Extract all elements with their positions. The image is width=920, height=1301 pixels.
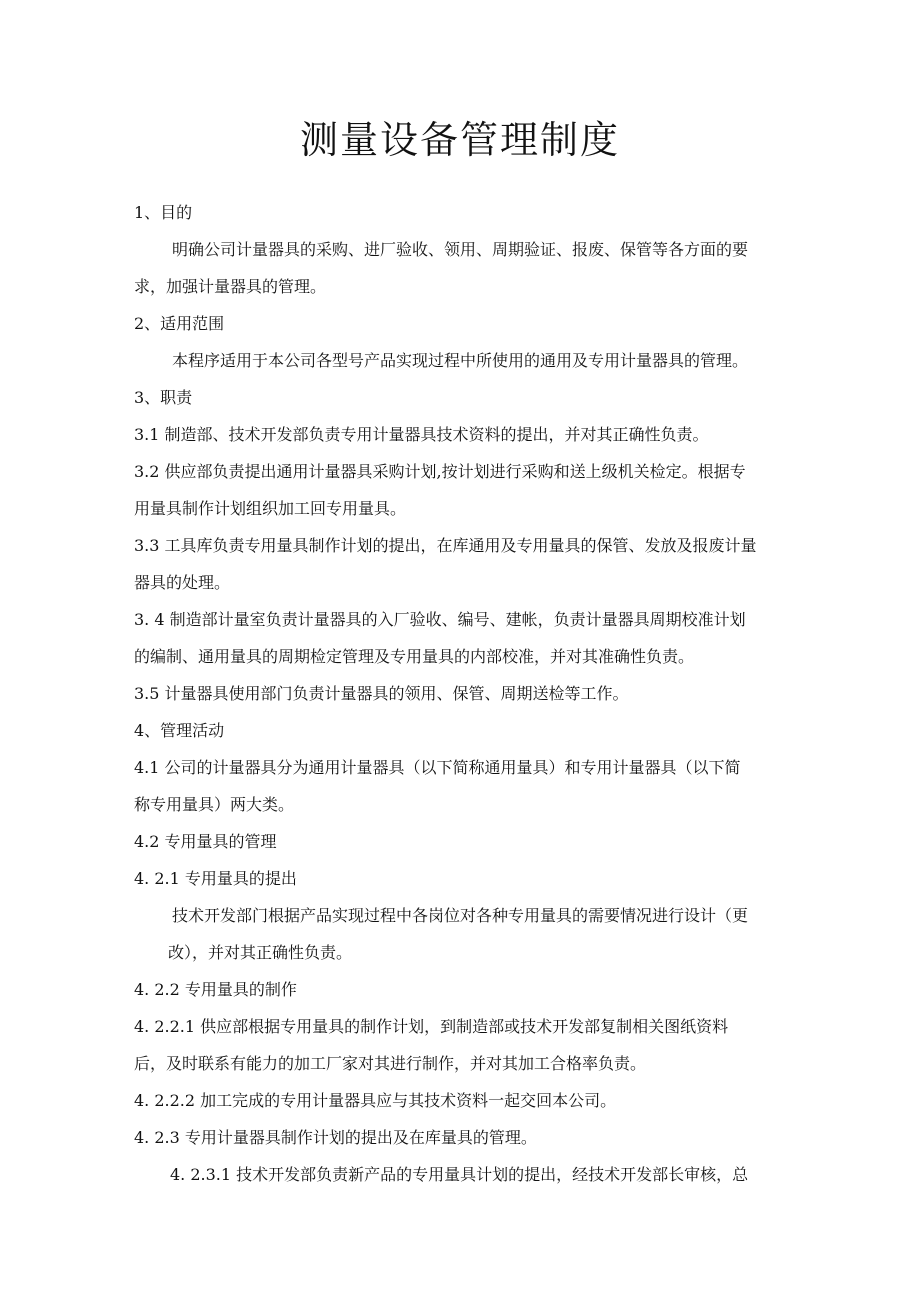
paragraph-line: 本程序适用于本公司各型号产品实现过程中所使用的通用及专用计量器具的管理。 xyxy=(172,351,749,370)
document-title: 测量设备管理制度 xyxy=(299,118,620,162)
paragraph-line: 器具的处理。 xyxy=(134,573,231,592)
paragraph-line: 4. 2.2.1 供应部根据专用量具的制作计划，到制造部或技术开发部复制相关图纸资料 xyxy=(134,1017,729,1036)
section-heading-duties: 3、职责 xyxy=(134,388,193,407)
paragraph-line: 求，加强计量器具的管理。 xyxy=(134,277,327,296)
paragraph-line: 4. 2.3.1 技术开发部负责新产品的专用量具计划的提出，经技术开发部长审核，总 xyxy=(170,1165,749,1184)
section-heading-management: 4、管理活动 xyxy=(134,721,225,740)
paragraph-line: 4. 2.2.2 加工完成的专用计量器具应与其技术资料一起交回本公司。 xyxy=(134,1091,617,1110)
paragraph-line: 明确公司计量器具的采购、进厂验收、领用、周期验证、报废、保管等各方面的要 xyxy=(172,240,749,259)
paragraph-line: 3.3 工具库负责专用量具制作计划的提出，在库通用及专用量具的保管、发放及报废计量 xyxy=(134,536,757,555)
paragraph-line: 4.1 公司的计量器具分为通用计量器具（以下简称通用量具）和专用计量器具（以下简 xyxy=(134,758,741,777)
paragraph-line: 3.1 制造部、技术开发部负责专用计量器具技术资料的提出，并对其正确性负责。 xyxy=(134,425,709,444)
paragraph-line: 用量具制作计划组织加工回专用量具。 xyxy=(134,499,407,518)
paragraph-line: 称专用量具）两大类。 xyxy=(134,795,295,814)
paragraph-line: 技术开发部门根据产品实现过程中各岗位对各种专用量具的需要情况进行设计（更 xyxy=(172,906,749,925)
paragraph-line: 3. 4 制造部计量室负责计量器具的入厂验收、编号、建帐，负责计量器具周期校准计划 xyxy=(134,610,746,629)
paragraph-line: 后，及时联系有能力的加工厂家对其进行制作，并对其加工合格率负责。 xyxy=(134,1054,647,1073)
subsection-heading: 4. 2.2 专用量具的制作 xyxy=(134,980,297,999)
paragraph-line: 3.2 供应部负责提出通用计量器具采购计划,按计划进行采购和送上级机关检定。根据专 xyxy=(134,462,746,481)
subsection-heading: 4.2 专用量具的管理 xyxy=(134,832,277,851)
subsection-heading: 4. 2.3 专用计量器具制作计划的提出及在库量具的管理。 xyxy=(134,1128,537,1147)
paragraph-line: 改），并对其正确性负责。 xyxy=(168,943,353,962)
section-heading-purpose: 1、目的 xyxy=(134,203,193,222)
paragraph-line: 的编制、通用量具的周期检定管理及专用量具的内部校准，并对其准确性负责。 xyxy=(134,647,695,666)
subsection-heading: 4. 2.1 专用量具的提出 xyxy=(134,869,297,888)
paragraph-line: 3.5 计量器具使用部门负责计量器具的领用、保管、周期送检等工作。 xyxy=(134,684,629,703)
section-heading-scope: 2、适用范围 xyxy=(134,314,225,333)
